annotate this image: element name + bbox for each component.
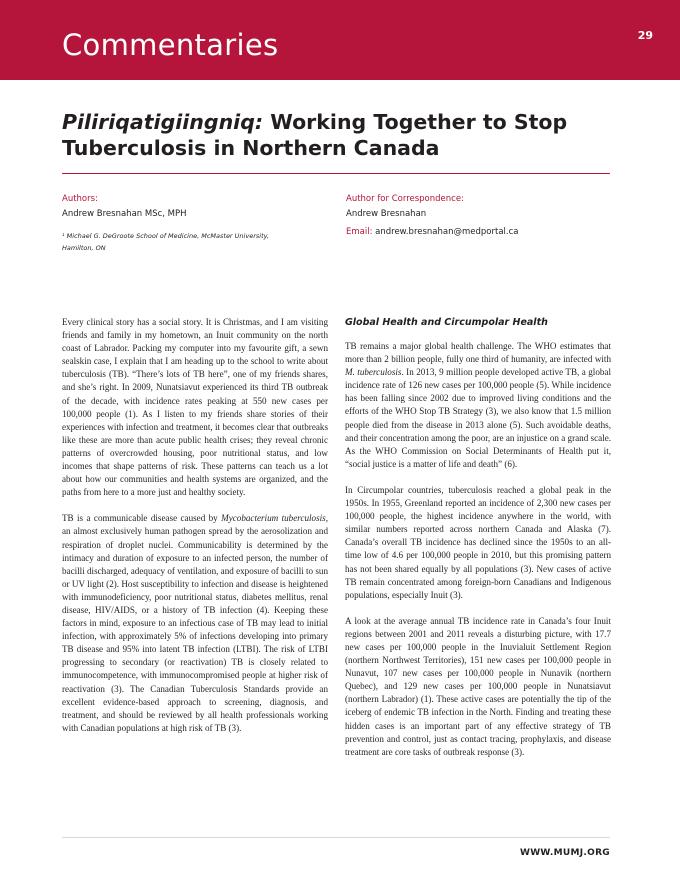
correspondence-label: Author for Correspondence: [346, 194, 464, 204]
species-name: M. tuberculosis [345, 367, 402, 378]
page-number: 29 [637, 29, 653, 42]
article-title-italic: Piliriqatigiingniq: [62, 110, 264, 134]
section-banner [0, 0, 680, 80]
paragraph [345, 340, 611, 471]
affiliation-line-1: ¹ Michael G. DeGroote School of Medicine, McMaster University, [62, 232, 270, 240]
paragraph: Every clinical story has a social story. It is Christmas, and I am visiting friends and family in my hometown, an Inuit community on the north coast of Labrador. Packing my computer into my favourite gift, a sewn sealskin case, I explain that I am heading up to the school to write about tuberculosis (TB). “There’s lots of TB here”, one of my friends shares, and she’s right. In 2009, Nunatsiavut experienced its third TB outbreak of the decade, with incidence rates peaking at 550 new cases per 100,000 people (1). As I listen to my friends share stories of their experiences with infection and treatment, it becomes clear that outbreaks like these are more than acute public health crises; they reveal chronic patterns of overcrowded housing, poor nutritional status, and low incomes that shape patterns of risk. These patterns can teach us a lot about how our communities and health systems are organized, and the paths from here to a more just and healthy society. [62, 317, 328, 498]
email-address[interactable]: andrew.bresnahan@medportal.ca [372, 227, 519, 237]
article-title [62, 109, 622, 161]
species-name: Mycobacterium tuberculosis [221, 513, 326, 524]
right-column [345, 316, 611, 772]
paragraph-text: TB remains a major global health challenge. The WHO estimates that more than 2 billion people, fully one third of humanity, are infected with [345, 341, 611, 365]
paragraph-text: , an almost exclusively human pathogen spread by the aerosolization and respiration of droplet nuclei. Communicability is determined by the intimacy and duration of exposure to an infected person, the number of bacilli discharged, adequacy of ventilation, and exposure of bacilli to sun or UV light (2). Host susceptibility to infection and disease is heightened with immunodeficiency, poor nutritional status, diabetes mellitus, renal disease, HIV/AIDS, or a history of TB infection (4). Keeping these factors in mind, exposure to an infectious case of TB may lead to initial infection, with approximately 5% of infections developing into primary TB disease and 95% into latent TB infection (LTBI). The risk of LTBI progressing to secondary (or reactivation) TB is closely related to immunocompetence, with immunocompromised people at higher risk of reactivation (3). The Canadian Tuberculosis Standards provide an excellent evidence-based approach to screening, diagnosis, and treatment, and should be reviewed by all health professionals working with Canadian populations at high risk of TB (3). [62, 513, 328, 733]
section-title: Commentaries [62, 28, 279, 62]
article-title-rest: Working Together to Stop Tuberculosis in Northern Canada [62, 110, 568, 160]
footer-divider [62, 837, 610, 838]
footer-url[interactable]: WWW.MUMJ.ORG [519, 848, 610, 858]
paragraph: In Circumpolar countries, tuberculosis reached a global peak in the 1950s. In 1955, Greenland reported an incidence of 2,300 new cases per 100,000 people, the highest incidence anywhere in the world, with similar numbers reported across northern Canada and Alaska (7). Canada’s overall TB incidence has declined since the 1950s to an all-time low of 4.6 per 100,000 people in 2010, but this promising pattern has not been shared equally by all populations (3). New cases of active TB remain concentrated among foreign-born Canadians and Indigenous populations, especially Inuit (3). [345, 484, 611, 600]
authors-block [62, 192, 332, 254]
section-heading: Global Health and Circumpolar Health [345, 317, 548, 328]
affiliation-line-2: Hamilton, ON [62, 244, 106, 252]
correspondence-email [346, 225, 610, 240]
paragraph-text: . In 2013, 9 million people developed active TB, a global incidence rate of 126 new cases per 100,000 people (5). While incidence has been falling since 2002 due to improved living conditions and the efforts of the WHO Stop TB Strategy (3), we also know that 1.5 million people died from the disease in 2013 alone (5). Such avoidable deaths, and their concentration among the poor, are an injustice on a grand scale. As the WHO Commission on Social Determinants of Health put it, “social justice is a matter of life and death” (6). [345, 367, 611, 469]
email-label: Email: [346, 227, 373, 237]
correspondence-name: Andrew Bresnahan [346, 209, 427, 219]
paragraph: A look at the average annual TB incidence rate in Canada’s four Inuit regions between 2001 and 2011 reveals a disturbing picture, with 17.7 new cases per 100,000 people in the Inuvialuit Settlement Region (northern Northwest Territories), 151 new cases per 100,000 people in Nunavut, 107 new cases per 100,000 people in Nunavik (northern Quebec), and 129 new cases per 100,000 people in Nunatsiavut (northern Labrador) (1). These active cases are potentially the tip of the iceberg of endemic TB infection in the North. Finding and treating these hidden cases is an important part of any effective strategy of TB prevention and control, just as contact tracing, prophylaxis, and disease treatment are core tasks of outbreak response (3). [345, 615, 611, 757]
author-name: Andrew Bresnahan MSc, MPH [62, 209, 187, 219]
author-affiliation [62, 230, 332, 254]
left-column [62, 316, 328, 748]
authors-label: Authors: [62, 194, 98, 204]
title-divider [62, 173, 610, 174]
correspondence-block [346, 192, 610, 240]
paragraph-text: TB is a communicable disease caused by [62, 513, 222, 524]
paragraph [62, 512, 328, 735]
